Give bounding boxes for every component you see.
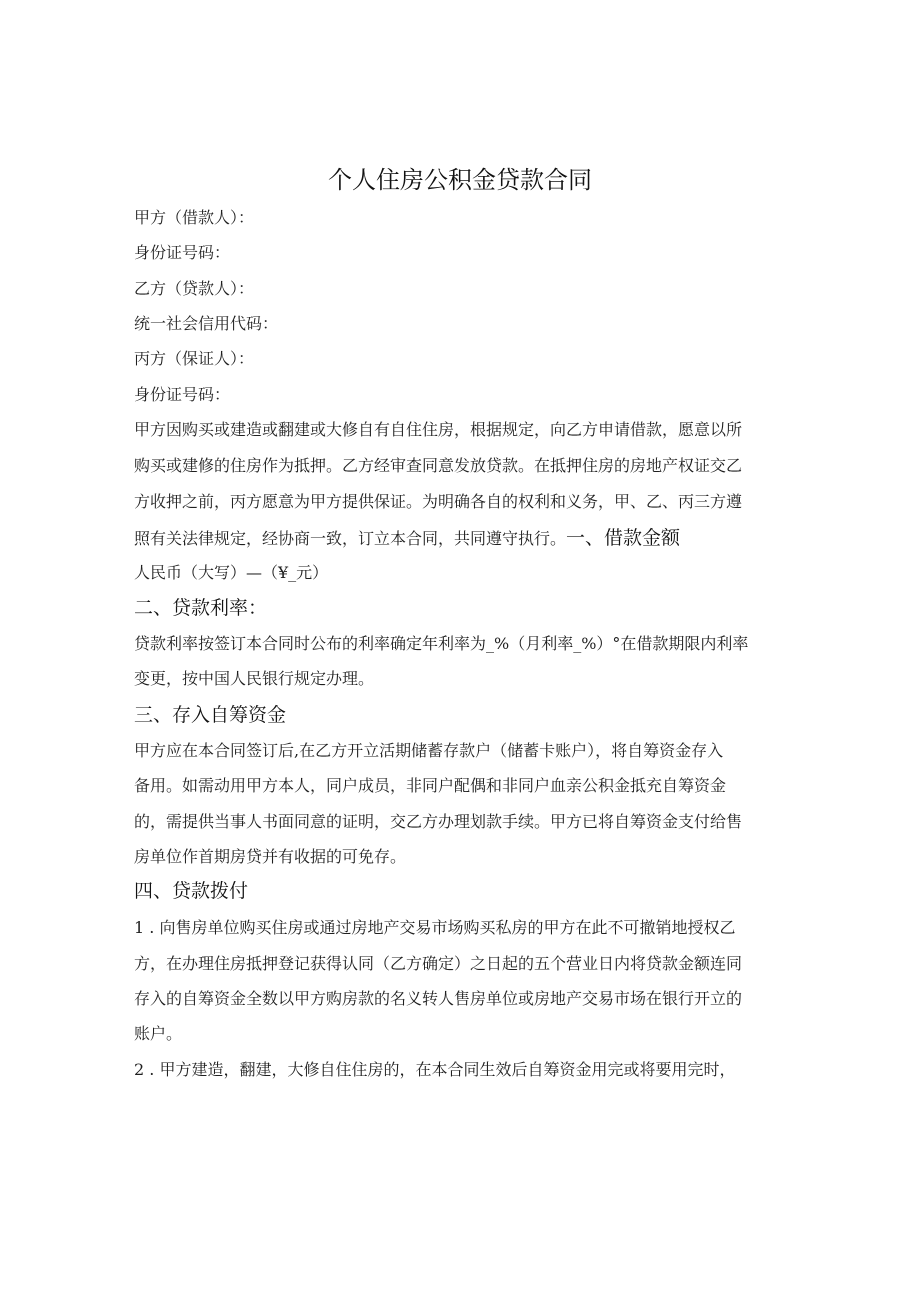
party-b-credit-code-label: 统一社会信用代码： bbox=[134, 314, 279, 333]
section-4-item-1-line-1: 1 . 向售房单位购买住房或通过房地产交易市场购买私房的甲方在此不可撤销地授权乙 bbox=[134, 918, 736, 937]
section-2-line-1: 贷款利率按签订本合同时公布的利率确定年利率为_%（月利率_%）°在借款期限内利率 bbox=[134, 634, 749, 653]
section-4-item-1-line-3: 存入的自筹资金全数以甲方购房款的名义转人售房单位或房地产交易市场在银行开立的 bbox=[134, 989, 743, 1008]
section-3-line-2: 备用。如需动用甲方本人，同户成员，非同户配偶和非同户血亲公积金抵充自筹资金 bbox=[134, 776, 727, 795]
section-2-line-2: 变更，按中国人民银行规定办理。 bbox=[134, 669, 375, 688]
section-1-heading: 一、借款金额 bbox=[566, 527, 681, 549]
preamble-line-4-text: 照有关法律规定，经协商一致，订立本合同，共同遵守执行。 bbox=[134, 529, 567, 548]
preamble-line-1: 甲方因购买或建造或翻建或大修自有自住住房，根据规定，向乙方申请借款，愿意以所 bbox=[134, 420, 743, 439]
section-4-heading: 四、贷款拨付 bbox=[134, 880, 249, 902]
party-a-id-label: 身份证号码： bbox=[134, 243, 231, 262]
party-a-label: 甲方（借款人）： bbox=[134, 208, 255, 227]
section-3-line-4: 房单位作首期房贷并有收据的可免存。 bbox=[134, 847, 407, 866]
section-3-line-3: 的，需提供当事人书面同意的证明，交乙方办理划款手续。甲方已将自筹资金支付给售 bbox=[134, 812, 743, 831]
preamble-line-3: 方收押之前，丙方愿意为甲方提供保证。为明确各自的权利和义务，甲、乙、丙三方遵 bbox=[134, 492, 743, 511]
section-4-item-1-line-2: 方，在办理住房抵押登记获得认同（乙方确定）之日起的五个营业日内将贷款金额连同 bbox=[134, 954, 743, 973]
document-title: 个人住房公积金贷款合同 bbox=[328, 166, 592, 194]
section-4-item-2-line-1: 2 . 甲方建造，翻建，大修自住住房的，在本合同生效后自筹资金用完或将要用完时， bbox=[134, 1060, 736, 1079]
section-2-heading: 二、贷款利率： bbox=[134, 597, 268, 619]
party-b-label: 乙方（贷款人）： bbox=[134, 279, 255, 298]
preamble-line-2: 购买或建修的住房作为抵押。乙方经审查同意发放贷款。在抵押住房的房地产权证交乙 bbox=[134, 456, 743, 475]
preamble-line-4 bbox=[134, 523, 680, 550]
loan-amount-line: 人民币（大写）—（¥_元） bbox=[134, 563, 329, 582]
section-4-item-1-line-4: 账户。 bbox=[134, 1024, 183, 1043]
party-c-id-label: 身份证号码： bbox=[134, 385, 231, 404]
party-c-label: 丙方（保证人）： bbox=[134, 349, 255, 368]
section-3-heading: 三、存入自筹资金 bbox=[134, 704, 287, 726]
section-3-line-1: 甲方应在本合同签订后,在乙方开立活期储蓄存款户（储蓄卡账户），将自筹资金存入 bbox=[134, 741, 724, 760]
